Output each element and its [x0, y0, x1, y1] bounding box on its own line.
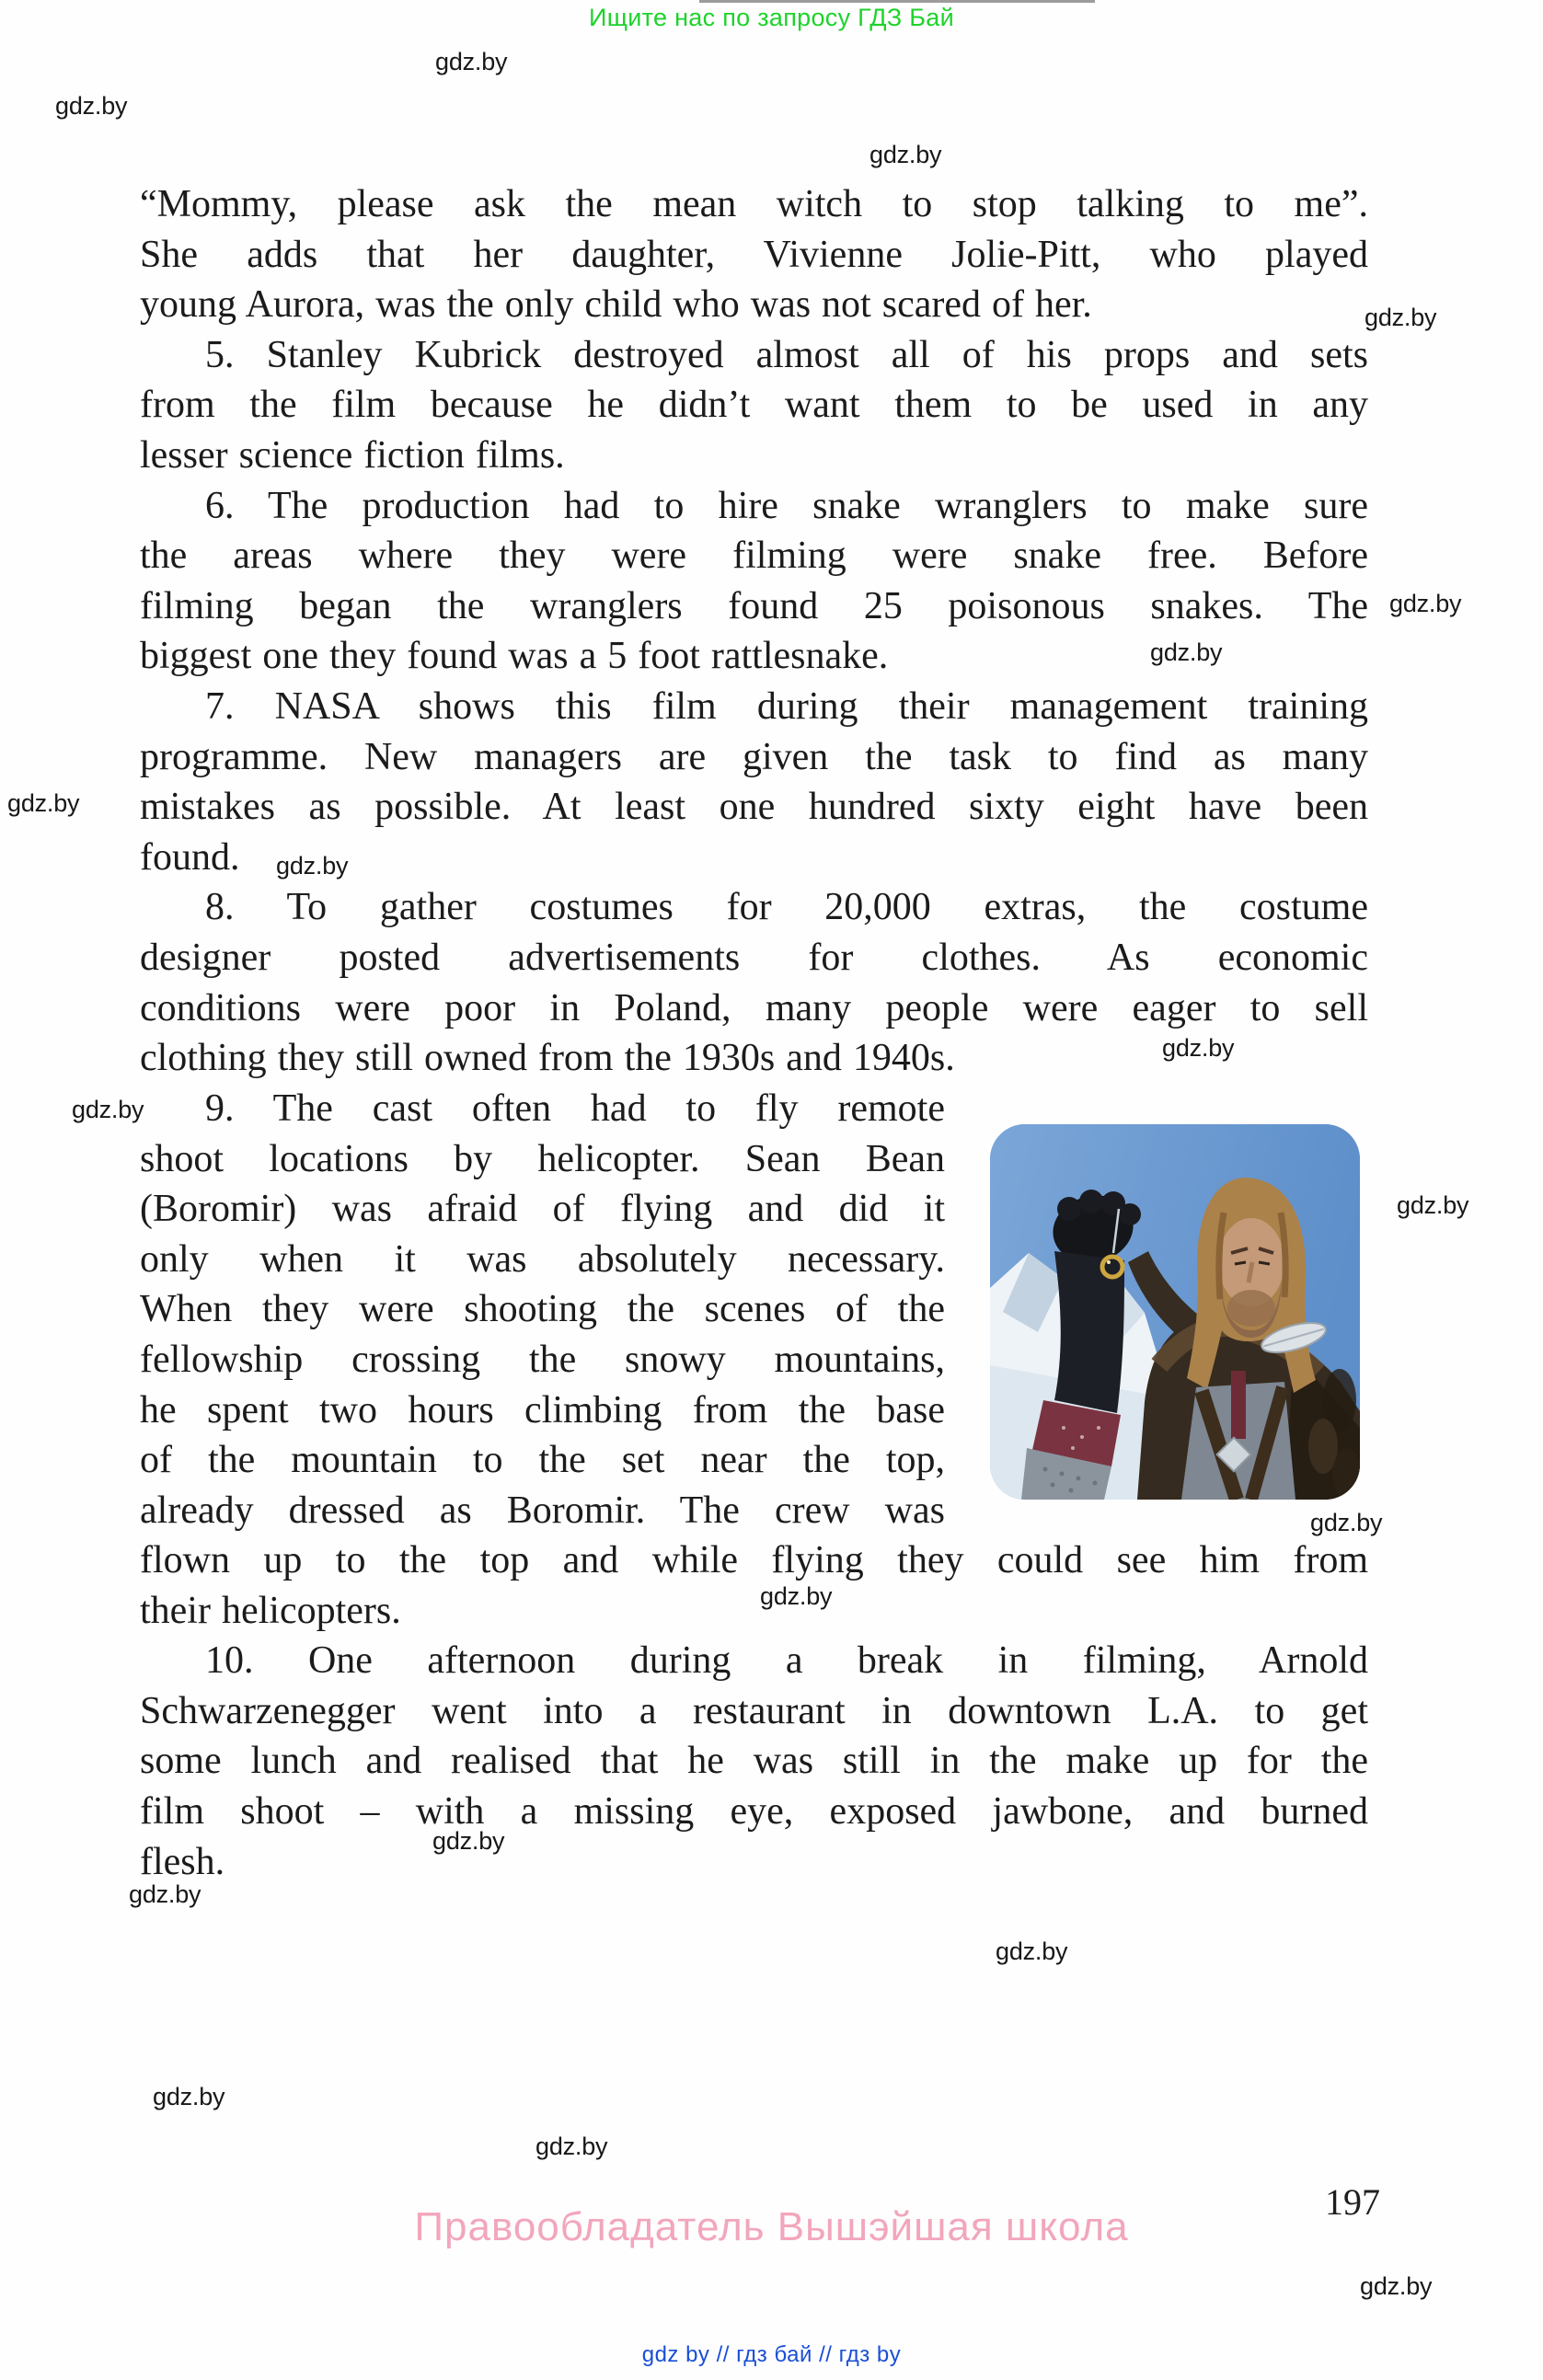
gdz-watermark: gdz.by [7, 789, 80, 817]
promo-banner: Ищите нас по запросу ГДЗ Бай [588, 4, 955, 31]
text-line: the areas where they were filming were snake free. Before [140, 535, 1368, 578]
gdz-watermark: gdz.by [1360, 2272, 1433, 2300]
text-line: (Boromir) was afraid of flying and did it [140, 1188, 945, 1231]
text-line: flesh. [140, 1840, 225, 1883]
text-line: lesser science fiction films. [140, 433, 565, 477]
text-line: “Mommy, please ask the mean witch to stop talking to me”. [140, 183, 1368, 225]
text-line: 5. Stanley Kubrick destroyed almost all of his props and sets [205, 333, 1368, 376]
body-text-block-top [140, 179, 1368, 1084]
gdz-watermark: gdz.by [1150, 638, 1223, 666]
text-line: some lunch and realised that he was still in the make up for the [140, 1740, 1368, 1783]
text-line: 7. NASA shows this film during their management training [205, 684, 1368, 728]
text-line: 6. The production had to hire snake wranglers to make sure [205, 484, 1368, 527]
text-line: 10. One afternoon during a break in filming, Arnold [205, 1639, 1368, 1683]
gdz-watermark: gdz.by [1389, 590, 1462, 617]
copyright-footer: Правообладатель Вышэйшая школа [414, 2204, 1129, 2249]
body-text-block-bottom [140, 1535, 1368, 1887]
gdz-watermark: gdz.by [760, 1582, 833, 1610]
boromir-photo-art [990, 1124, 1360, 1500]
text-line: of the mountain to the set near the top, [140, 1439, 945, 1482]
text-line: flown up to the top and while flying they could see him from [140, 1539, 1368, 1581]
text-line: She adds that her daughter, Vivienne Jolie-Pitt, who played [140, 233, 1368, 276]
text-line: film shoot – with a missing eye, exposed jawbone, and burned [140, 1789, 1368, 1833]
text-line: clothing they still owned from the 1930s and 1940s. [140, 1037, 955, 1080]
gdz-watermark: gdz.by [153, 2083, 225, 2110]
gdz-watermark: gdz.by [535, 2133, 608, 2160]
text-line: he spent two hours climbing from the base [140, 1388, 945, 1431]
text-line: conditions were poor in Poland, many people were eager to sell [140, 986, 1368, 1029]
text-line: their helicopters. [140, 1589, 401, 1632]
gdz-watermark: gdz.by [1162, 1034, 1235, 1062]
text-line: programme. New managers are given the task to find as many [140, 735, 1368, 778]
page-number: 197 [1325, 2181, 1380, 2223]
gdz-watermark: gdz.by [276, 852, 349, 880]
text-line: 9. The cast often had to fly remote [205, 1087, 945, 1130]
gdz-watermark: gdz.by [435, 48, 508, 75]
text-line: only when it was absolutely necessary. [140, 1237, 945, 1281]
text-line: shoot locations by helicopter. Sean Bean [140, 1137, 945, 1180]
boromir-photo [990, 1124, 1360, 1500]
gdz-watermark: gdz.by [129, 1880, 202, 1908]
gdz-watermark: gdz.by [432, 1827, 505, 1855]
gdz-watermark: gdz.by [1310, 1509, 1383, 1536]
gdz-watermark: gdz.by [1365, 304, 1437, 331]
gdz-watermark: gdz.by [869, 141, 942, 168]
gdz-watermark: gdz.by [72, 1096, 144, 1123]
text-line: fellowship crossing the snowy mountains, [140, 1338, 945, 1381]
text-line: young Aurora, was the only child who was not scared of her. [140, 283, 1092, 327]
text-line: mistakes as possible. At least one hundred sixty eight have been [140, 786, 1368, 829]
text-line: biggest one they found was a 5 foot rattlesnake. [140, 635, 889, 678]
gdz-watermark: gdz.by [1397, 1191, 1469, 1219]
text-line: filming began the wranglers found 25 poisonous snakes. The [140, 584, 1368, 627]
text-line: from the film because he didn’t want them to be used in any [140, 384, 1368, 427]
text-line: already dressed as Boromir. The crew was [140, 1489, 945, 1532]
text-line: When they were shooting the scenes of the [140, 1288, 945, 1331]
text-line: found. [140, 835, 240, 879]
text-line: 8. To gather costumes for 20,000 extras, the costume [205, 886, 1368, 929]
gdz-watermark: gdz.by [996, 1937, 1068, 1965]
text-line: Schwarzenegger went into a restaurant in downtown L.A. to get [140, 1689, 1368, 1732]
text-line: designer posted advertisements for clothes. As economic [140, 936, 1368, 979]
footer-links[interactable]: gdz by // гдз бай // гдз by [641, 2342, 902, 2367]
gdz-watermark: gdz.by [55, 92, 128, 120]
scan-artifact-line [699, 0, 1095, 3]
body-text-block-narrow [140, 1084, 945, 1535]
